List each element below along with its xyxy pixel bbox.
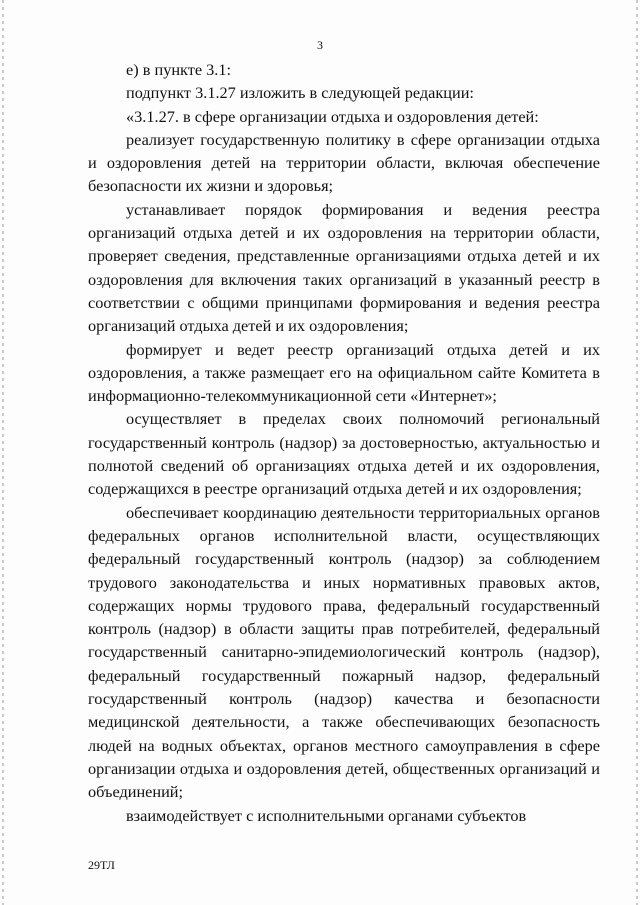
scan-edge-right — [636, 0, 638, 905]
paragraph-register-procedure: устанавливает порядок формирования и ведения реестра организаций отдыха детей и их оздоровления на территории области, проверяет сведения, представленные организациями отдыха детей и их оздоровления для включения таких организаций в указанный реестр в соответствии с общими принципами формирования и ведения реестра организаций отдыха детей и их оздоровления; — [88, 199, 600, 336]
scan-edge-left — [2, 0, 4, 905]
paragraph-clause-heading: «3.1.27. в сфере организации отдыха и оздоровления детей: — [126, 106, 539, 126]
document-body — [88, 58, 600, 827]
paragraph-register-maintain: формирует и ведет реестр организаций отдыха детей и их оздоровления, а также размещает его на официальном сайте Комитета в информационно-телекоммуникационной сети «Интернет»; — [88, 339, 600, 406]
document-code: 29ТЛ — [88, 858, 115, 872]
page-number: 3 — [317, 38, 323, 52]
paragraph-policy: реализует государственную политику в сфере организации отдыха и оздоровления детей на территории области, включая обеспечение безопасности их жизни и здоровья; — [88, 129, 600, 196]
paragraph-interaction: взаимодействует с исполнительными органами субъектов — [126, 805, 527, 825]
paragraph-control: осуществляет в пределах своих полномочий региональный государственный контроль (надзор) за достоверностью, актуальностью и полнотой сведений об организациях отдыха детей и их оздоровления, содержащихся в реестре организаций отдыха детей и их оздоровления; — [88, 409, 600, 499]
paragraph-item-e: е) в пункте 3.1: — [126, 60, 232, 79]
paragraph-subclause-intro: подпункт 3.1.27 изложить в следующей редакции: — [126, 83, 474, 103]
paragraph-coordination: обеспечивает координацию деятельности территориальных органов федеральных органов исполнительной власти, осуществляющих федеральный государственный контроль (надзор) за соблюдением трудового законодательства и иных нормативных правовых актов, содержащих нормы трудового права, федеральный государственный контроль (надзор) в области защиты прав потребителей, федеральный государственный санитарно-эпидемиологический контроль (надзор), федеральный государственный пожарный надзор, федеральный государственный контроль (надзор) качества и безопасности медицинской деятельности, а также обеспечивающих безопасность людей на водных объектах, органов местного самоуправления в сфере организации отдыха и оздоровления детей, общественных организаций и объединений; — [88, 502, 600, 802]
